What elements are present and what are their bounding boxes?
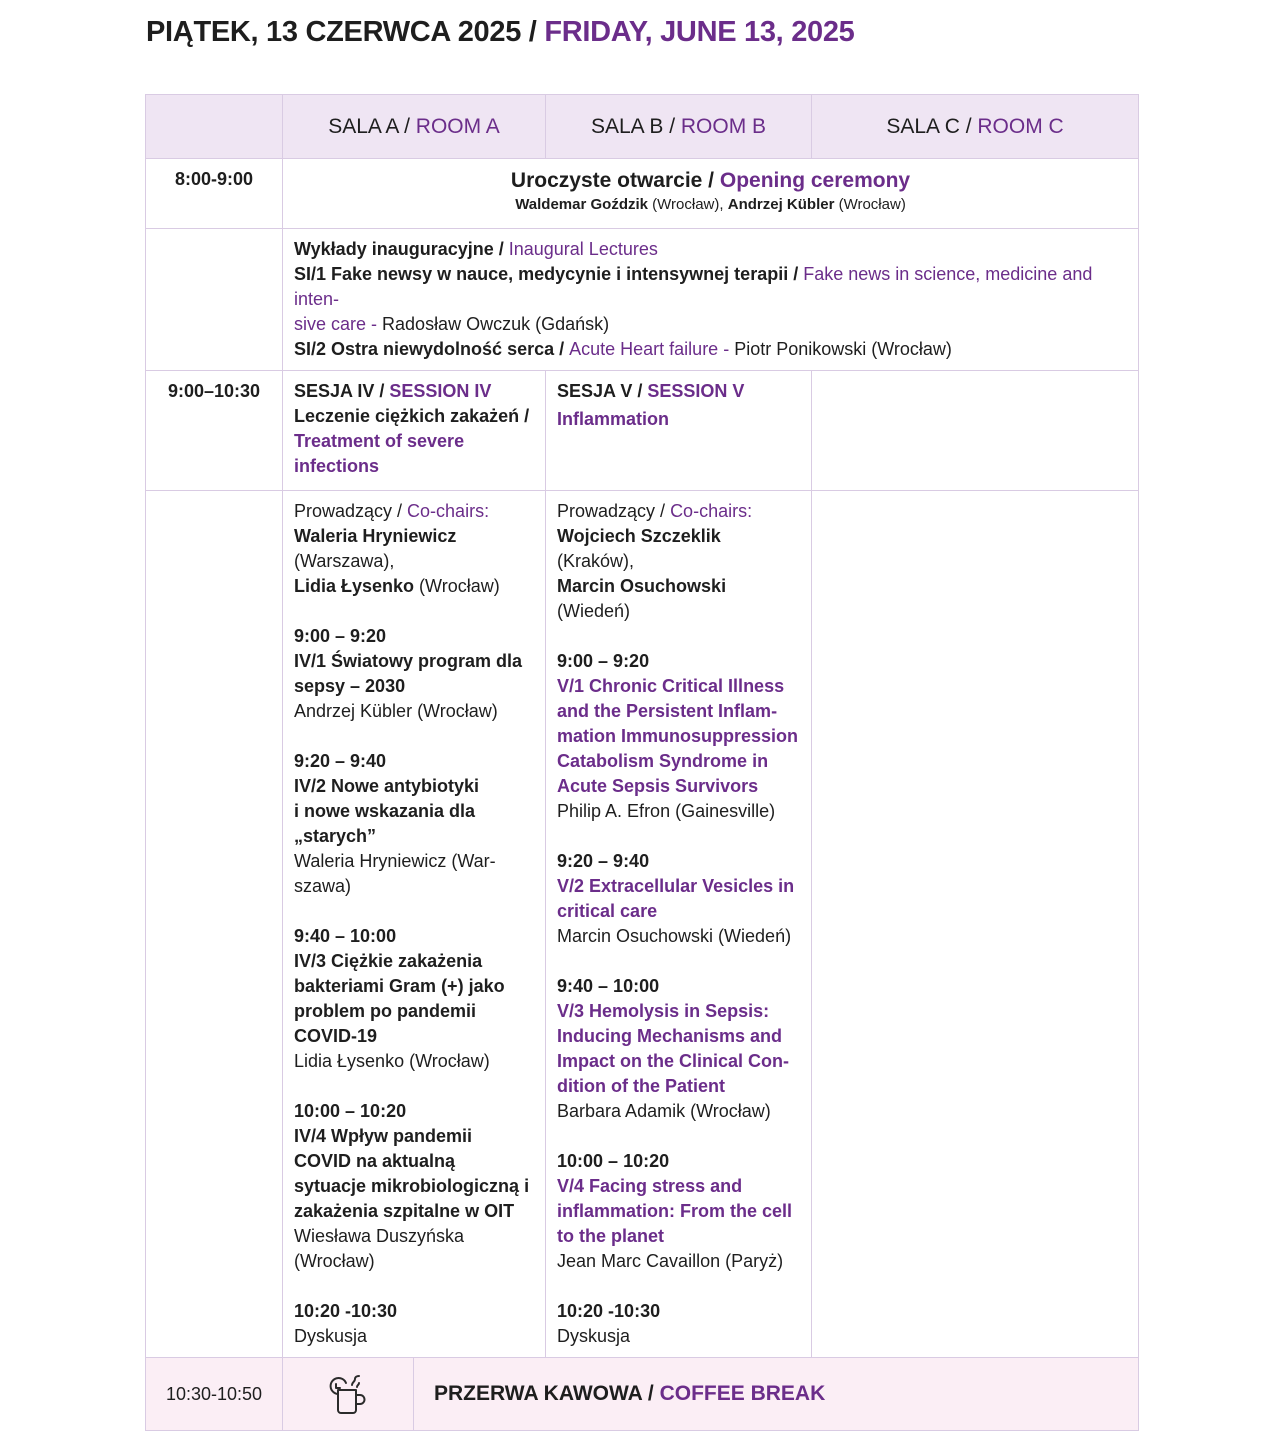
talk-time: 9:00 – 9:20	[557, 651, 650, 671]
talk-title-line: IV/1 Światowy program dla	[294, 651, 523, 671]
talk-speaker: Barbara Adamik (Wrocław)	[557, 1101, 771, 1121]
talk-item	[294, 624, 535, 749]
talk-title-line: COVID-19	[294, 1026, 378, 1046]
inaugural-time-empty	[146, 229, 283, 371]
coffee-icon-cell	[283, 1358, 414, 1431]
rooms-header-row	[146, 95, 1139, 159]
session-detail-row	[146, 491, 1139, 1358]
page-title-en: FRIDAY, JUNE 13, 2025	[544, 16, 855, 48]
detail-time-empty	[146, 491, 283, 1358]
talk-item	[557, 974, 801, 1149]
inaugural-lectures: Wykłady inauguracyjne / Inaugural Lectures SI/1 Fake newsy w nauce, medycynie i intensywnej terapii / Fake news in science, medicine and inten- sive care - Radosław Owczuk (Gdańsk) SI/2 Ostra niewydolność serca / Acute Heart failure - Piotr Ponikowski (Wrocław)	[283, 229, 1139, 371]
talk-time: 9:00 – 9:20	[294, 626, 387, 646]
page-title-pl: PIĄTEK, 13 CZERWCA 2025	[146, 16, 522, 48]
talk-title-line: IV/2 Nowe antybiotyki	[294, 776, 480, 796]
room-c-detail-empty	[812, 491, 1139, 1358]
page-title: PIĄTEK, 13 CZERWCA 2025 / FRIDAY, JUNE 13, 2025	[146, 16, 855, 48]
talk-title-line: Acute Sepsis Survivors	[557, 776, 759, 796]
talk-time: 10:00 – 10:20	[557, 1151, 670, 1171]
talk-speaker: szawa)	[294, 876, 352, 896]
coffee-break-row	[146, 1358, 1139, 1431]
talk-speaker: Andrzej Kübler (Wrocław)	[294, 701, 498, 721]
talk-item	[294, 749, 535, 924]
talk-item	[557, 1149, 801, 1299]
room-b-header: SALA B / ROOM B	[546, 95, 812, 159]
talk-item	[557, 649, 801, 849]
talk-title-line: Impact on the Clinical Con-	[557, 1051, 790, 1071]
talk-speaker: Jean Marc Cavaillon (Paryż)	[557, 1251, 784, 1271]
talk-title-line: and the Persistent Inflam-	[557, 701, 778, 721]
talk-title-line: COVID na aktualną	[294, 1151, 456, 1171]
talk-title-line: sepsy – 2030	[294, 676, 406, 696]
room-a-header: SALA A / ROOM A	[283, 95, 546, 159]
session-v-talks	[557, 649, 801, 1299]
coffee-cup-icon	[325, 1372, 371, 1416]
opening-ceremony: Uroczyste otwarcie / Opening ceremony Waldemar Goździk (Wrocław), Andrzej Kübler (Wrocław)	[283, 159, 1139, 229]
talk-title-line: V/4 Facing stress and	[557, 1176, 743, 1196]
talk-title-line: IV/4 Wpływ pandemii	[294, 1126, 473, 1146]
talk-time: 9:20 – 9:40	[557, 851, 650, 871]
opening-time: 8:00-9:00	[146, 159, 283, 229]
room-c-header: SALA C / ROOM C	[812, 95, 1139, 159]
coffee-break-time: 10:30-10:50	[146, 1358, 283, 1431]
talk-title-line: critical care	[557, 901, 658, 921]
talk-title-line: mation Immunosuppression	[557, 726, 799, 746]
talk-title-line: „starych”	[294, 826, 377, 846]
talk-title-line: zakażenia szpitalne w OIT	[294, 1201, 515, 1221]
talk-speaker: Philip A. Efron (Gainesville)	[557, 801, 776, 821]
session-iv-details: Prowadzący / Co-chairs: Waleria Hryniewicz (Warszawa), Lidia Łysenko (Wrocław) 9:00 – 9:20 IV/1 Światowy program dla sepsy – 2030 Andrzej Kübler (Wrocław) 9:20 – 9:40 IV/2 Nowe antybiotyki i nowe wskazania dla „starych” Waleria Hryniewicz (War- szawa) 9:40 – 10:00 IV/3 Ciężkie zakażenia bakteriami Gram (+) jako problem po pandemii COVID-19 Lidia Łysenko (Wrocław) 10:00 – 10:20 IV/4 Wpływ pandemii COVID na aktualną sytuacje mikrobiologiczną i zakażenia szpitalne w OIT Wiesława Duszyńska (Wrocław) 10:20 -10:30 Dyskusja	[283, 491, 546, 1358]
coffee-break-label: PRZERWA KAWOWA / COFFEE BREAK	[414, 1358, 1139, 1431]
opening-row	[146, 159, 1139, 229]
talk-time: 9:20 – 9:40	[294, 751, 387, 771]
talk-title-line: V/2 Extracellular Vesicles in	[557, 876, 795, 896]
talk-item	[294, 924, 535, 1099]
session-v-details: Prowadzący / Co-chairs: Wojciech Szczeklik (Kraków), Marcin Osuchowski (Wiedeń) 9:00 – 9:20 V/1 Chronic Critical Illness and the Persistent Inflam- mation Immunosuppression Catabolism Syndrome in Acute Sepsis Survivors Philip A. Efron (Gainesville) 9:20 – 9:40 V/2 Extracellular Vesicles in critical care Marcin Osuchowski (Wiedeń) 9:40 – 10:00 V/3 Hemolysis in Sepsis: Inducing Mechanisms and Impact on the Clinical Con- dition of the Patient Barbara Adamik (Wrocław) 10:00 – 10:20 V/4 Facing stress and inflammation: From the cell to the planet Jean Marc Cavaillon (Paryż) 10:20 -10:30 Dyskusja	[546, 491, 812, 1358]
talk-speaker: Lidia Łysenko (Wrocław)	[294, 1051, 490, 1071]
talk-speaker: Wiesława Duszyńska	[294, 1226, 465, 1246]
opening-speakers: Waldemar Goździk (Wrocław), Andrzej Kübler (Wrocław)	[515, 196, 906, 213]
talk-speaker: Waleria Hryniewicz (War-	[294, 851, 496, 871]
header-empty-cell	[146, 95, 283, 159]
session-v-title: SESJA V / SESSION V Inflammation	[546, 371, 812, 491]
room-c-empty	[812, 371, 1139, 491]
talk-title-line: IV/3 Ciężkie zakażenia	[294, 951, 483, 971]
session-iv-talks	[294, 624, 535, 1299]
talk-title-line: sytuacje mikrobiologiczną i	[294, 1176, 530, 1196]
session-title-row	[146, 371, 1139, 491]
talk-title-line: Catabolism Syndrome in	[557, 751, 769, 771]
talk-time: 10:00 – 10:20	[294, 1101, 407, 1121]
talk-item	[557, 849, 801, 974]
talk-title-line: inflammation: From the cell	[557, 1201, 793, 1221]
talk-item	[294, 1099, 535, 1299]
schedule-table	[145, 94, 1139, 1431]
talk-title-line: to the planet	[557, 1226, 665, 1246]
talk-speaker: (Wrocław)	[294, 1251, 375, 1271]
talk-speaker: Marcin Osuchowski (Wiedeń)	[557, 926, 792, 946]
talk-title-line: Inducing Mechanisms and	[557, 1026, 783, 1046]
talk-title-line: bakteriami Gram (+) jako	[294, 976, 505, 996]
session-iv-title: SESJA IV / SESSION IV Leczenie ciężkich zakażeń / Treatment of severe infections	[283, 371, 546, 491]
talk-title-line: V/3 Hemolysis in Sepsis:	[557, 1001, 770, 1021]
talk-time: 9:40 – 10:00	[294, 926, 397, 946]
talk-title-line: i nowe wskazania dla	[294, 801, 476, 821]
talk-title-line: problem po pandemii	[294, 1001, 477, 1021]
talk-title-line: dition of the Patient	[557, 1076, 726, 1096]
session-time: 9:00–10:30	[146, 371, 283, 491]
talk-time: 9:40 – 10:00	[557, 976, 660, 996]
inaugural-row	[146, 229, 1139, 371]
talk-title-line: V/1 Chronic Critical Illness	[557, 676, 785, 696]
